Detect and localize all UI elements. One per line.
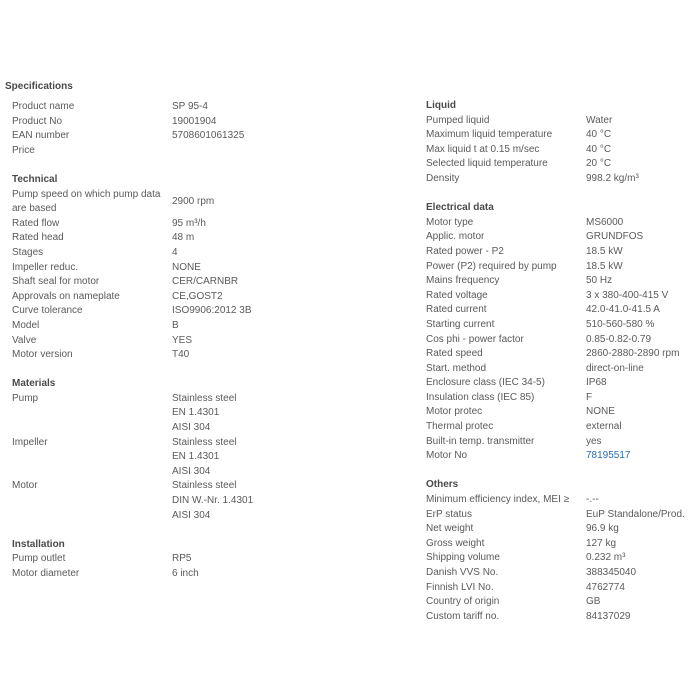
spec-value: 50 Hz [586, 275, 613, 287]
spec-value: 48 m [172, 232, 195, 244]
spec-row [426, 376, 700, 391]
spec-value: NONE [586, 406, 615, 418]
spec-label: Density [426, 172, 460, 184]
page-title: Specifications [5, 81, 73, 92]
spec-label: Maximum liquid temperature [426, 129, 553, 141]
spec-label: Country of origin [426, 596, 500, 608]
spec-label: Pump outlet [12, 553, 66, 565]
spec-label: Minimum efficiency index, MEI ≥ [426, 494, 570, 506]
spec-row [12, 304, 412, 319]
spec-row [426, 537, 700, 552]
spec-row [426, 420, 700, 435]
spec-row [12, 552, 412, 567]
spec-value: 510-560-580 % [586, 318, 655, 330]
spec-value: 4762774 [586, 581, 625, 593]
spec-label: Insulation class (IEC 85) [426, 391, 535, 403]
spec-row-pump-speed [12, 188, 412, 217]
spec-label: Enclosure class (IEC 34-5) [426, 377, 545, 389]
electrical-section [426, 201, 700, 464]
spec-row [426, 216, 700, 231]
spec-label: Rated flow [12, 217, 60, 229]
spec-value: 127 kg [586, 537, 617, 549]
spec-label: Motor protec [426, 406, 483, 418]
spec-label: Motor diameter [12, 568, 80, 579]
spec-value: 40 °C [586, 129, 612, 141]
spec-label: Product name [12, 101, 75, 112]
others-heading: Others [426, 479, 459, 491]
spec-value: 4 [172, 246, 178, 258]
spec-label: Shipping volume [426, 552, 500, 564]
spec-value: GRUNDFOS [586, 231, 644, 243]
spec-label: Price [12, 144, 35, 156]
spec-value: 95 m³/h [172, 217, 206, 229]
spec-row [12, 334, 412, 349]
spec-label: Impeller reduc. [12, 261, 79, 273]
spec-value: 388345040 [586, 567, 637, 578]
spec-row [426, 362, 700, 377]
material-values [172, 436, 352, 480]
spec-row [426, 260, 700, 275]
spec-row [426, 493, 700, 508]
material-row-motor [12, 479, 412, 523]
spec-label: Selected liquid temperature [426, 158, 548, 170]
liquid-section [426, 99, 700, 187]
installation-section [12, 538, 412, 582]
spec-value: EuP Standalone/Prod. [586, 508, 685, 520]
material-value: EN 1.4301 [172, 451, 220, 463]
spec-label: Mains frequency [426, 275, 500, 287]
spec-label: Rated head [12, 232, 64, 244]
spec-label: Net weight [426, 523, 474, 535]
spec-row [12, 348, 412, 363]
spec-row [426, 230, 700, 245]
spec-value: 18.5 kW [586, 245, 623, 257]
spec-row [12, 246, 412, 261]
technical-heading: Technical [12, 173, 58, 185]
spec-value: SP 95-4 [172, 101, 208, 112]
material-label: Pump [12, 392, 39, 404]
spec-row [12, 231, 412, 246]
spec-value: F [586, 391, 593, 403]
spec-row [426, 508, 700, 523]
spec-row [426, 610, 700, 625]
spec-label: EAN number [12, 130, 70, 142]
spec-label: Model [12, 319, 40, 331]
spec-row [426, 595, 700, 610]
spec-value: 0.232 m³ [586, 552, 626, 564]
spec-value: MS6000 [586, 216, 624, 228]
spec-row [426, 274, 700, 289]
material-value: AISI 304 [172, 509, 211, 521]
spec-value: 3 x 380-400-415 V [586, 289, 669, 301]
spec-label: Motor type [426, 216, 474, 228]
spec-row [426, 551, 700, 566]
spec-value: external [586, 421, 622, 433]
spec-value: 96.9 kg [586, 523, 619, 535]
spec-row-motor-no [426, 449, 700, 464]
electrical-heading: Electrical data [426, 202, 494, 214]
spec-label: Finnish LVI No. [426, 581, 494, 593]
material-value: Stainless steel [172, 480, 237, 492]
material-row-pump [12, 392, 412, 436]
left-column [12, 100, 412, 582]
spec-row [426, 245, 700, 260]
materials-heading: Materials [12, 378, 56, 390]
spec-label: ErP status [426, 508, 472, 520]
spec-value: -.-- [586, 494, 599, 506]
material-value: EN 1.4301 [172, 407, 220, 419]
others-section [426, 478, 700, 624]
spec-row [426, 114, 700, 129]
spec-row [12, 129, 412, 144]
spec-label: Power (P2) required by pump [426, 260, 557, 272]
spec-label: Cos phi - power factor [426, 333, 524, 345]
spec-label: Curve tolerance [12, 305, 83, 317]
spec-label: Pumped liquid [426, 114, 490, 126]
spec-row [426, 303, 700, 318]
spec-row [12, 144, 412, 159]
material-row-impeller [12, 436, 412, 480]
spec-label: Start. method [426, 362, 487, 374]
material-value: AISI 304 [172, 465, 211, 477]
spec-label: Starting current [426, 318, 495, 330]
spec-row [12, 567, 412, 582]
installation-heading: Installation [12, 538, 65, 550]
spec-value: ISO9906:2012 3B [172, 305, 252, 317]
spec-value: 6 inch [172, 568, 199, 579]
motor-no-link[interactable]: 78195517 [586, 450, 631, 462]
spec-row [12, 261, 412, 276]
spec-label: Danish VVS No. [426, 567, 499, 578]
material-value: DIN W.-Nr. 1.4301 [172, 495, 254, 507]
spec-row [426, 333, 700, 348]
spec-label: Rated current [426, 304, 487, 316]
spec-label: Motor No [426, 450, 468, 462]
spec-label: Stages [12, 246, 44, 258]
spec-row [426, 128, 700, 143]
spec-label: Thermal protec [426, 421, 494, 433]
spec-row [426, 566, 700, 581]
spec-value: 0.85-0.82-0.79 [586, 333, 652, 345]
technical-section [12, 173, 412, 363]
material-value: Stainless steel [172, 392, 237, 404]
spec-value: T40 [172, 349, 190, 361]
spec-value: RP5 [172, 553, 192, 565]
spec-value: direct-on-line [586, 362, 644, 374]
spec-row [426, 143, 700, 158]
spec-label: Approvals on nameplate [12, 290, 120, 302]
spec-value: IP68 [586, 377, 607, 389]
spec-row [426, 289, 700, 304]
spec-value: B [172, 319, 179, 331]
spec-value: 40 °C [586, 143, 612, 155]
spec-row [426, 347, 700, 362]
spec-row [426, 405, 700, 420]
right-column [426, 99, 700, 624]
spec-value: YES [172, 334, 193, 346]
spec-value: Water [586, 114, 613, 126]
spec-row [12, 217, 412, 232]
material-label: Impeller [12, 436, 48, 448]
spec-value: NONE [172, 261, 201, 273]
materials-section [12, 377, 412, 523]
spec-value: 2900 rpm [172, 195, 215, 207]
liquid-heading: Liquid [426, 100, 456, 111]
material-values [172, 392, 352, 436]
spec-value: 5708601061325 [172, 130, 245, 142]
spec-label: Pump speed on which pump data are based [12, 188, 161, 215]
spec-row [426, 435, 700, 450]
spec-row [12, 115, 412, 130]
spec-row [12, 290, 412, 305]
spec-label: Gross weight [426, 537, 485, 549]
spec-label: Motor version [12, 349, 73, 361]
spec-value: 18.5 kW [586, 260, 623, 272]
spec-row [426, 157, 700, 172]
spec-value: 998.2 kg/m³ [586, 172, 639, 184]
spec-label: Rated power - P2 [426, 245, 504, 257]
spec-label: Max liquid t at 0.15 m/sec [426, 143, 540, 155]
spec-label: Rated voltage [426, 289, 488, 301]
material-value: AISI 304 [172, 422, 211, 434]
spec-value: 20 °C [586, 158, 612, 170]
spec-value: GB [586, 596, 601, 608]
spec-label: Rated speed [426, 348, 483, 360]
spec-label: Custom tariff no. [426, 610, 500, 622]
material-values [172, 479, 352, 523]
spec-label: Shaft seal for motor [12, 276, 100, 288]
spec-value: 2860-2880-2890 rpm [586, 348, 680, 360]
spec-value: CER/CARNBR [172, 276, 239, 288]
spec-value: 84137029 [586, 610, 631, 622]
spec-label: Built-in temp. transmitter [426, 435, 535, 447]
spec-row [426, 391, 700, 406]
spec-value: 42.0-41.0-41.5 A [586, 304, 660, 316]
spec-row [426, 172, 700, 187]
general-section [12, 100, 412, 158]
spec-row [426, 522, 700, 537]
spec-value: CE,GOST2 [172, 290, 223, 302]
spec-label: Valve [12, 334, 37, 346]
material-value: Stainless steel [172, 436, 237, 448]
spec-value: 19001904 [172, 115, 217, 127]
spec-label: Product No [12, 115, 63, 127]
spec-row [426, 581, 700, 596]
spec-value: yes [586, 435, 602, 447]
spec-row [12, 100, 412, 115]
material-label: Motor [12, 480, 38, 492]
spec-row [12, 275, 412, 290]
spec-row [12, 319, 412, 334]
spec-label: Applic. motor [426, 231, 485, 243]
spec-row [426, 318, 700, 333]
